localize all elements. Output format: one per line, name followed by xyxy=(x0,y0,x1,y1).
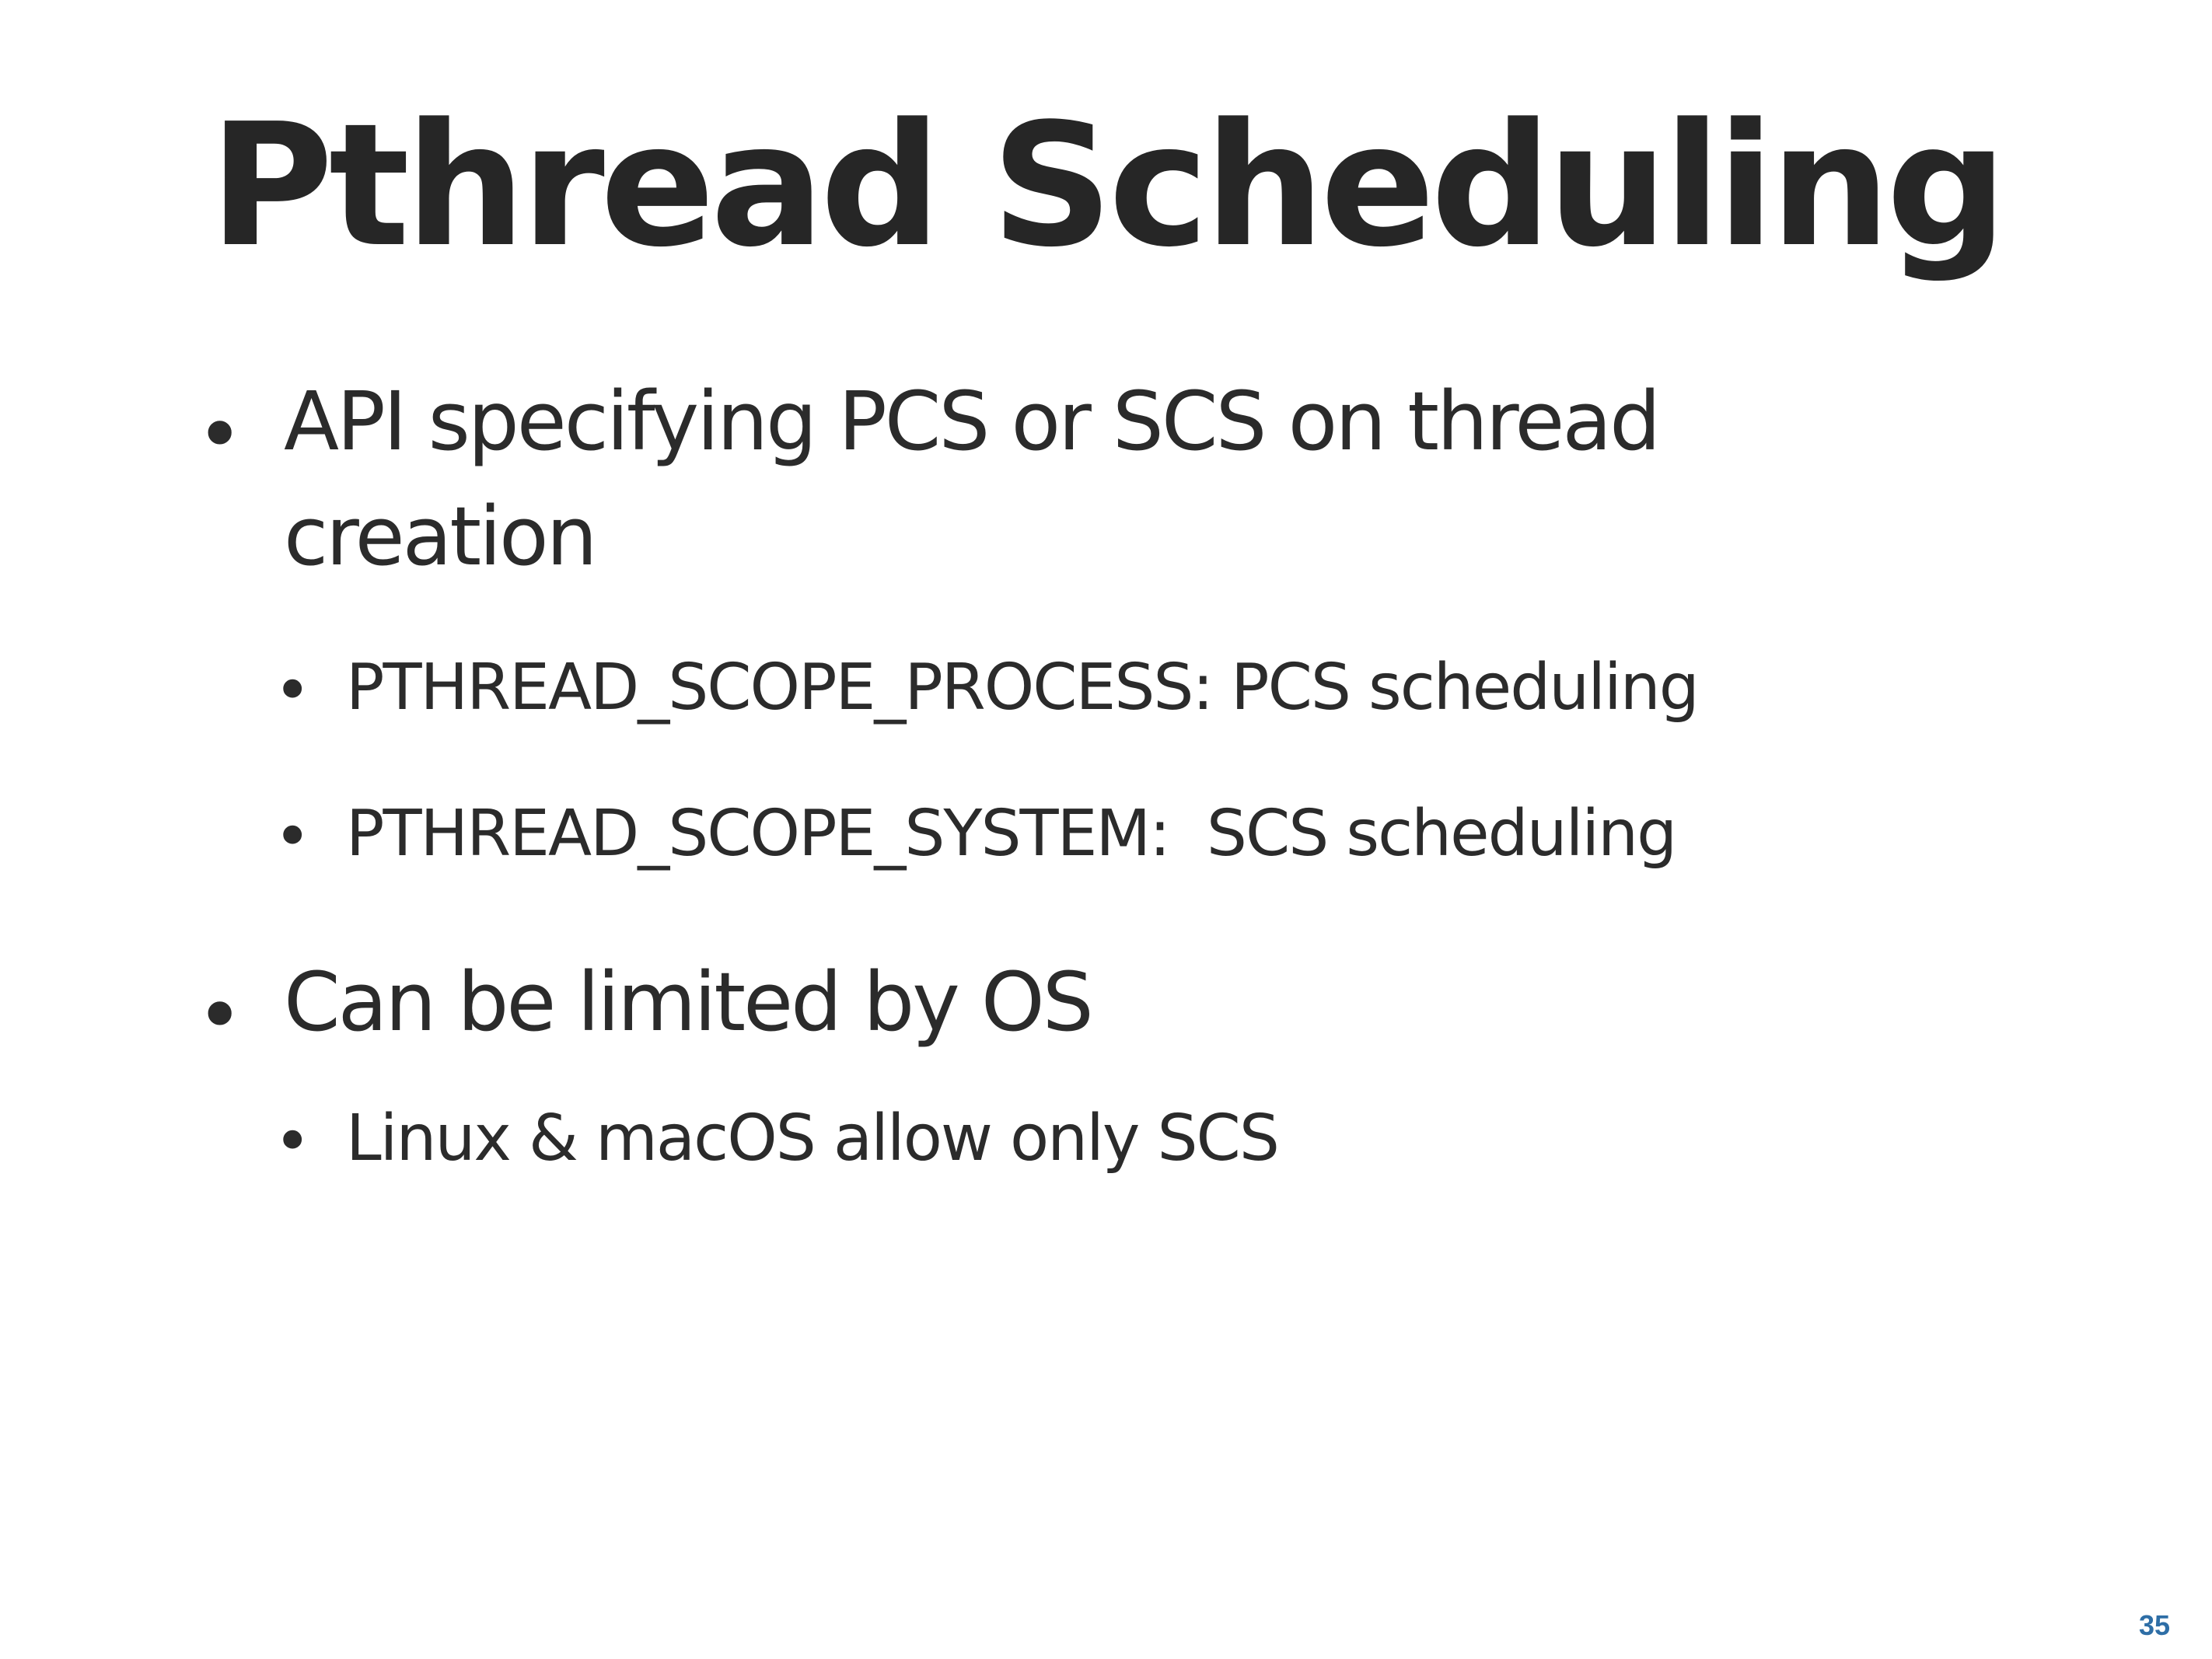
sub-bullet-1-1: PTHREAD_SCOPE_PROCESS: PCS scheduling xyxy=(346,651,1698,725)
bullet-1-line-2: creation xyxy=(284,489,596,584)
bullet-dot-2: • xyxy=(196,968,242,1063)
slide-title: Pthread Scheduling xyxy=(209,88,2003,285)
sub-bullet-2-1: Linux & macOS allow only SCS xyxy=(346,1102,1278,1175)
bullet-2-line-1: Can be limited by OS xyxy=(284,955,1092,1050)
sub-bullet-dot-1-2: • xyxy=(274,800,310,874)
sub-bullet-dot-2-1: • xyxy=(274,1105,310,1179)
page-number: 35 xyxy=(2138,1609,2170,1641)
bullet-dot-1: • xyxy=(196,387,242,482)
sub-bullet-1-2: PTHREAD_SCOPE_SYSTEM: SCS scheduling xyxy=(346,797,1676,871)
bullet-1-line-1: API specifying PCS or SCS on thread xyxy=(284,374,1659,469)
sub-bullet-dot-1-1: • xyxy=(274,654,310,728)
